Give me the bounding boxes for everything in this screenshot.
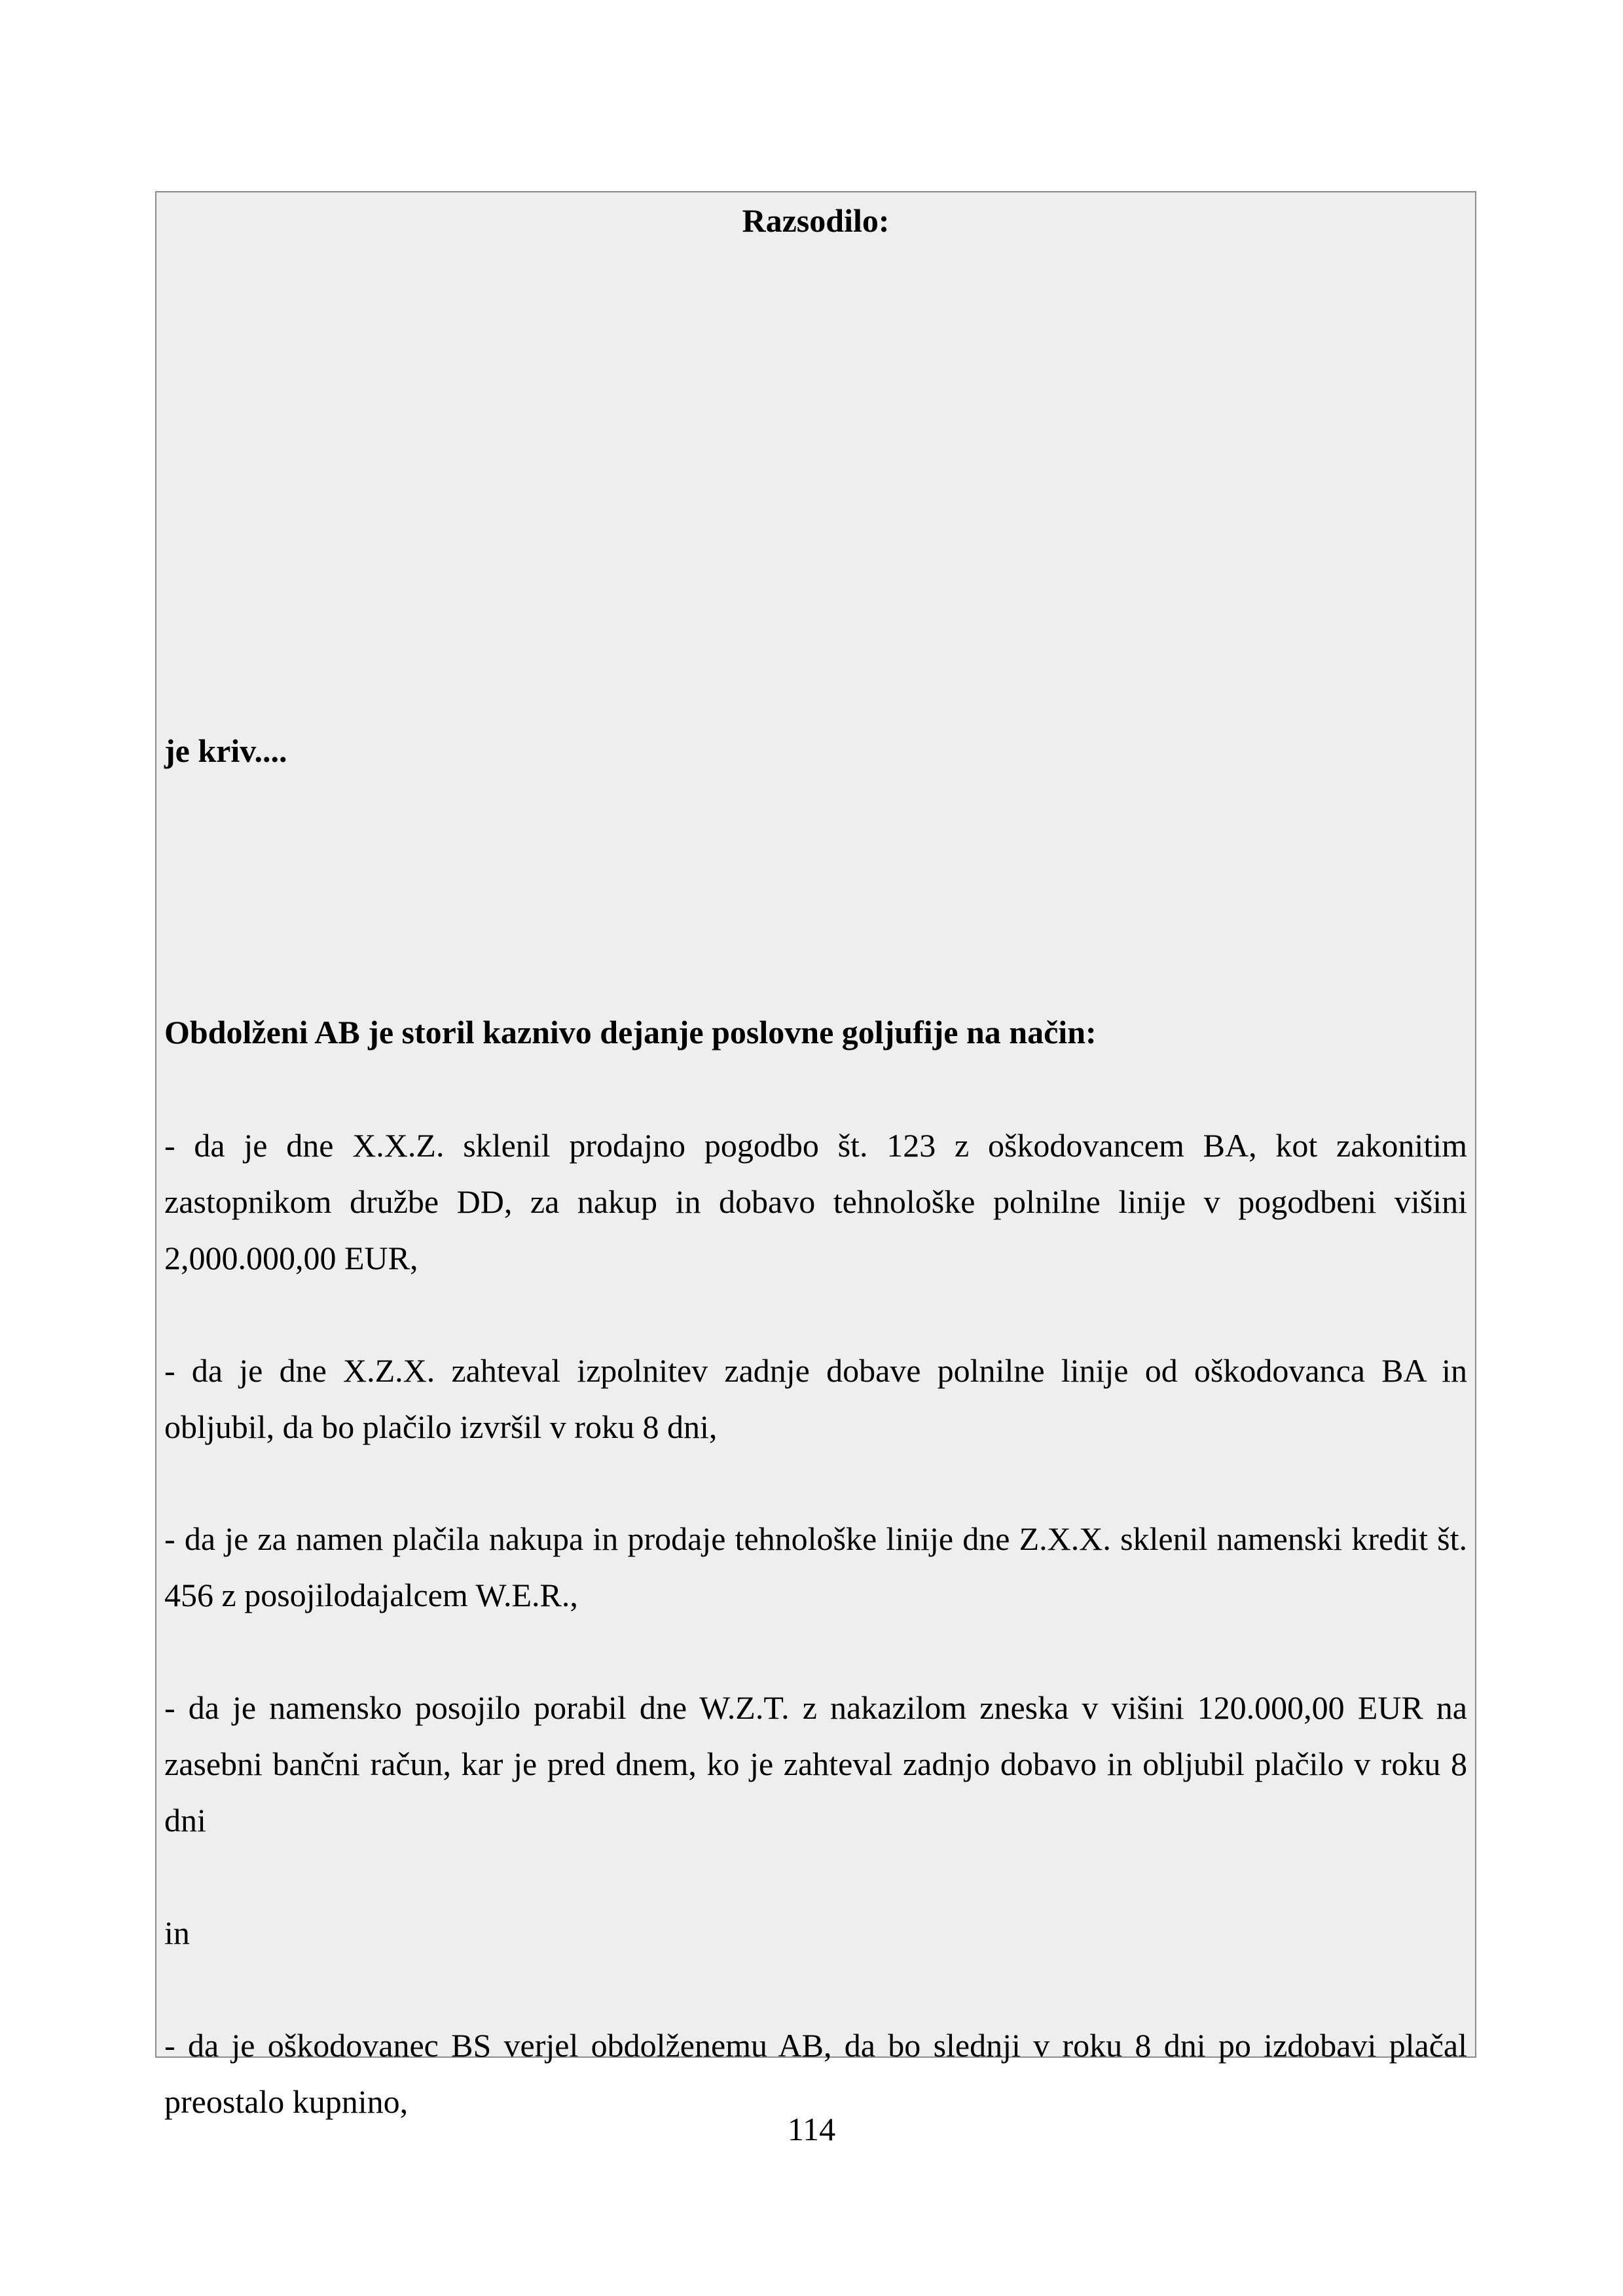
page-number: 114 [787, 2111, 836, 2147]
charge-item-1: - da je dne X.X.Z. sklenil prodajno pogodbo št. 123 z oškodovancem BA, kot zakonitim zastopnikom družbe DD, za nakup in dobavo tehnološke polnilne linije v pogodbeni višini 2,000.000,00 EUR, [164, 1127, 1467, 1276]
verdict-box [155, 191, 1476, 2120]
connector-word: in [164, 1914, 190, 1951]
charge-item-2: - da je dne X.Z.X. zahteval izpolnitev zadnje dobave polnilne linije od oškodovanca BA in obljubil, da bo plačilo izvršil v roku 8 dni, [164, 1352, 1467, 1445]
charge-item-5: - da je oškodovanec BS verjel obdolženemu AB, da bo slednji v roku 8 dni po izdobavi plačal preostalo kupnino, [164, 2027, 1467, 2120]
charge-item-3: - da je za namen plačila nakupa in prodaje tehnološke linije dne Z.X.X. sklenil namenski kredit št. 456 z posojilodajalcem W.E.R., [164, 1520, 1467, 1613]
verdict-heading: Razsodilo: [742, 202, 890, 239]
charge-intro: Obdolženi AB je storil kaznivo dejanje poslovne goljufije na način: [164, 1014, 1097, 1050]
charge-item-4: - da je namensko posojilo porabil dne W.Z.T. z nakazilom zneska v višini 120.000,00 EUR na zasebni bančni račun, kar je pred dnem, ko je zahteval zadnjo dobavo in obljubil plačilo v roku 8 dni [164, 1689, 1467, 1839]
verdict-statement: je kriv.... [164, 732, 287, 769]
